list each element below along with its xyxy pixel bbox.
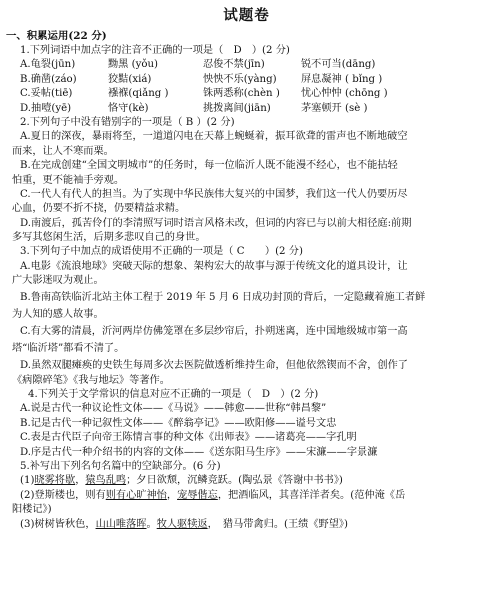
answer-blank-4: 宠辱偕忘	[177, 489, 218, 501]
question-2-option-c-line-1: C.一代人有代人的担当。为了实现中华民族伟大复兴的中国梦，我们这一代人仍要历尽	[20, 188, 408, 200]
option-d-word-4: 茅塞顿开 (sè )	[301, 102, 368, 114]
question-5-line-3	[6, 518, 487, 532]
question-3-option-b-line-1: B.鲁南高铁临沂北站主体工程于 2019 年 5 月 6 日成功封顶的背后，一定隐藏着施工者鲜	[20, 291, 426, 303]
question-3-option-d-line-1: D.虽然双腿瘫痪的史铁生每周多次去医院做透析维持生命，但他依然锲而不舍，创作了	[20, 359, 408, 371]
answer-blank-6: 牧人驱犊返	[156, 518, 208, 530]
answer-blank-2: 猿鸟乱鸣	[85, 475, 127, 487]
question-4-option-d: D.序是古代一种介绍书的内容的文体——《送东阳马生序》——宋濂——字景濂	[20, 446, 378, 458]
question-3-option-a-line-1: A.电影《流浪地球》突破天际的想象、架构宏大的故事与源于传统文化的道具设计，让	[20, 260, 408, 272]
question-5-line-2	[6, 489, 487, 503]
option-c-word-3: 铢两悉称(chèn )	[203, 88, 280, 100]
question-5-stem: 5.补写出下列名句名篇中的空缺部分。(6 分)	[20, 460, 221, 472]
option-b-word-3: 怏怏不乐(yàng)	[203, 73, 277, 85]
quote-continuation: ；夕日欲颓，沉鳞竞跃。(陶弘景《答谢中书书》)	[126, 475, 343, 487]
option-d-word-2: 恪守(kè)	[108, 102, 149, 114]
option-a-word-4: 锐不可当(dāng)	[301, 59, 376, 71]
question-3-option-b-line-2: 为人知的感人故事。	[12, 308, 104, 320]
option-c-word-1: C.妥帖(tiē)	[20, 88, 73, 100]
question-1-option-a	[6, 58, 487, 72]
option-b-word-2: 狡黠(xiá)	[108, 73, 152, 85]
question-3-option-a-line-2: 广大影迷叹为观止。	[12, 275, 104, 287]
option-c-word-2: 襁褓(qiǎng )	[108, 88, 169, 100]
question-3-stem: 3.下列句子中加点的成语使用不正确的一项是（ C ）(2 分)	[20, 246, 303, 258]
question-2-option-a-line-1: A.夏日的深夜，暴雨将至，一道道闪电在天幕上蜿蜒着，振耳欲聋的雷声也不断地破空	[20, 131, 408, 143]
quote-continuation: ， 猎马带禽归。(王绩《野望》)	[207, 518, 348, 530]
page-title: 试题卷	[223, 8, 270, 24]
punctuation: ，	[75, 475, 86, 487]
question-4-option-a: A.说是古代一种议论性文体——《马说》——韩愈——世称“韩昌黎”	[20, 403, 327, 415]
question-2-option-a-line-2: 而来，让人不寒而栗。	[12, 145, 114, 157]
question-2-stem: 2.下列句子中没有错别字的一项是（ B ）(2 分)	[20, 116, 235, 128]
question-5-line-1	[6, 474, 487, 488]
question-1-option-d	[6, 102, 487, 116]
section-heading: 一、积累运用(22 分)	[6, 30, 107, 42]
question-5-line-2-cont: 阳楼记》)	[12, 504, 52, 516]
question-1-option-b	[6, 73, 487, 87]
answer-blank-1: 晓雾将歇	[34, 475, 76, 487]
question-2-option-b-line-2: 怕重，更不能袖手旁观。	[12, 174, 125, 186]
answer-blank-3: 则有心旷神怡	[105, 489, 167, 501]
question-3-option-c-line-2: 塔“临沂塔”都看不清了。	[12, 342, 125, 354]
option-b-word-1: B.确凿(záo)	[20, 73, 77, 85]
option-c-word-4: 忧心忡忡 (chōng )	[301, 88, 388, 100]
question-4-option-b: B.记是古代一种记叙性文体——《醉翁亭记》——欧阳修——谥号文忠	[20, 417, 337, 429]
answer-blank-5: 山山唯落晖	[95, 518, 147, 530]
punctuation: 。	[146, 518, 157, 530]
question-1-option-c	[6, 87, 487, 101]
question-4-option-c: C.表是古代臣子向帝王陈情言事的种文体《出师表》——诸葛亮——字孔明	[20, 432, 357, 444]
punctuation: ，	[166, 489, 178, 501]
quote-continuation: ，把酒临风，其喜洋洋者矣。(范仲淹《岳	[217, 489, 406, 501]
question-2-option-d-line-2: 多写其悠闲生活，后期多悲叹自己的身世。	[12, 232, 206, 244]
question-3-option-c-line-1: C.有大雾的清晨，沂河两岸仿佛笼罩在多层纱帘后，扑朔迷离，连中国地级城市第一高	[20, 325, 408, 337]
question-2-option-d-line-1: D.南渡后，孤苦伶仃的李清照写词时语言风格未改，但词的内容已与以前大相径庭:前期	[20, 217, 412, 229]
question-2-option-b-line-1: B.在完成创建“全国文明城市”的任务时，每一位临沂人既不能漫不经心，也不能拈轻	[20, 160, 398, 172]
option-a-word-2: 黝黑 (yǒu)	[108, 59, 159, 71]
option-d-word-3: 挑拨离间(jiān)	[203, 102, 271, 114]
option-b-word-4: 屏息凝神 ( bǐng )	[301, 73, 383, 85]
blank-number-1: (1)	[20, 475, 35, 487]
question-4-stem: 4.下列关于文学常识的信息对应不正确的一项是（ D ）(2 分)	[28, 389, 319, 401]
quote-lead: (3)树树皆秋色，	[20, 518, 96, 530]
question-3-option-d-line-2: 《病隙碎笔》《我与地坛》等著作。	[12, 374, 170, 386]
question-2-option-c-line-2: 心血，仍要不折不挠，仍要精益求精。	[12, 203, 186, 215]
quote-lead: (2)登斯楼也，则有	[20, 489, 106, 501]
option-d-word-1: D.抽噎(yē)	[20, 102, 72, 114]
option-a-word-1: A.龟裂(jūn)	[20, 59, 76, 71]
option-a-word-3: 忍俊不禁(jīn)	[203, 59, 265, 71]
question-1-stem: 1.下列词语中加点字的注音不正确的一项是（ D ）(2 分)	[20, 45, 290, 56]
